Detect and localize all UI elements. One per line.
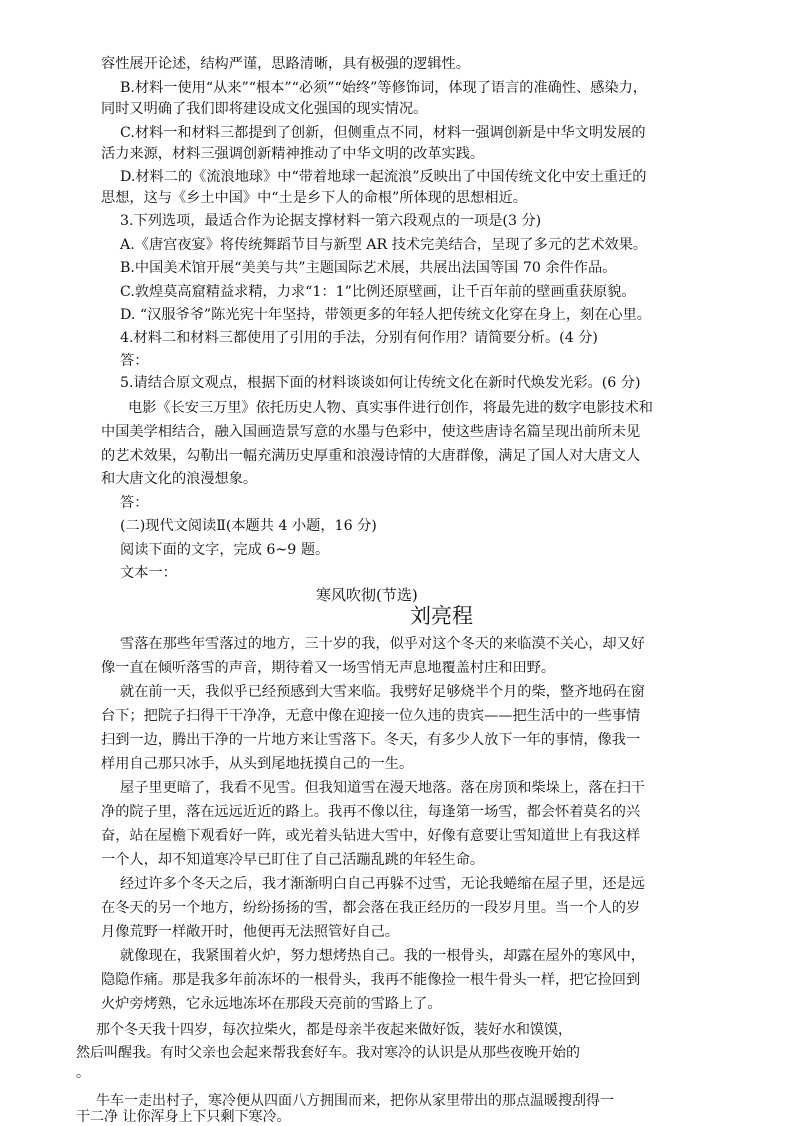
article-line: 扫到一边，腾出干净的一片地方来让雪落下。冬天，有多少人放下一年的事情，像我一 <box>101 732 641 748</box>
text-line: 同时又明确了我们即将建设成文化强国的现实情况。 <box>101 101 428 117</box>
answer-label: 答： <box>120 495 149 511</box>
article-line: 奋，站在屋檐下观看好一阵，或光着头钻进大雪中，好像有意要让雪知道世上有我这样 <box>101 828 641 844</box>
article-line: 。 <box>76 1065 90 1081</box>
article-line: 隐隐作痛。那是我多年前冻坏的一根骨头，我再不能像捡一根牛骨头一样，把它捡回到 <box>101 972 641 988</box>
text-line: 活力来源，材料三强调创新精神推动了中华文明的改革实践。 <box>101 146 485 162</box>
text-line: 思想，这与《乡土中国》中“土是乡下人的命根”所体现的思想相近。 <box>101 190 527 206</box>
article-line: 干二净 让你浑身上下只剩下寒冷。 <box>76 1109 291 1125</box>
question-4: 4.材料二和材料三都使用了引用的手法，分别有何作用？请简要分析。(4 分) <box>120 330 598 346</box>
article-line: 在冬天的另一个地方，纷纷扬扬的雪，都会落在我正经历的一段岁月里。当一个人的岁 <box>101 900 641 916</box>
option-d: D.材料二的《流浪地球》中“带着地球一起流浪”反映出了中国传统文化中安土重迁的 <box>120 169 647 185</box>
article-line: 火炉旁烤熟，它永远地冻坏在那段天亮前的雪路上了。 <box>101 996 442 1012</box>
article-line: 屋子里更暗了，我看不见雪。但我知道雪在漫天地落。落在房顶和柴垛上，落在扫干 <box>120 780 645 796</box>
answer-label: 答： <box>120 353 149 369</box>
material-line: 和大唐文化的浪漫想象。 <box>101 471 258 487</box>
article-line: 牛车一走出村子，寒冷便从四面八方拥围而来，把你从家里带出的那点温暖搜刮得一 <box>96 1093 614 1109</box>
option-b: B.材料一使用“从来”“根本”“必须”“始终”等修饰词，体现了语言的准确性、感染力， <box>120 80 647 96</box>
article-line: 经过许多个冬天之后，我才渐渐明白自己再躲不过雪，无论我蜷缩在屋子里，还是远 <box>120 876 645 892</box>
article-line: 像一直在倾听落雪的声音，期待着又一场雪悄无声息地覆盖村庄和田野。 <box>101 660 556 676</box>
article-line: 样用自己那只冰手，从头到尾地抚摸自己的一生。 <box>101 756 414 772</box>
text-one-label: 文本一： <box>120 565 177 581</box>
material-line: 中国美学相结合，融入国画造景写意的水墨与色彩中，使这些唐诗名篇呈现出前所未见 <box>101 424 641 440</box>
question-3: 3.下列选项，最适合作为论据支撑材料一第六段观点的一项是(3 分) <box>120 213 542 229</box>
material-line: 电影《长安三万里》依托历史人物、真实事件进行创作，将最先进的数字电影技术和 <box>128 400 653 416</box>
option-c: C.敦煌莫高窟精益求精，力求“1：1”比例还原壁画，让千百年前的壁画重获原貌。 <box>120 284 636 300</box>
instruction: 阅读下面的文字，完成 6~9 题。 <box>120 542 330 558</box>
article-author: 刘亮程 <box>410 604 473 628</box>
question-5: 5.请结合原文观点，根据下面的材料谈谈如何让传统文化在新时代焕发光彩。(6 分) <box>120 375 641 391</box>
article-line: 然后叫醒我。有时父亲也会起来帮我套好车。我对寒冷的认识是从那些夜晚开始的 <box>76 1045 580 1061</box>
material-line: 的艺术效果，勾勒出一幅充满历史厚重和浪漫诗情的大唐群像，满足了国人对大唐文人 <box>101 448 641 464</box>
option-c: C.材料一和材料三都提到了创新，但侧重点不同，材料一强调创新是中华文明发展的 <box>120 125 646 141</box>
article-title: 寒风吹彻(节选) <box>316 586 418 604</box>
article-line: 雪落在那些年雪落过的地方，三十岁的我，似乎对这个冬天的来临漠不关心，却又好 <box>120 636 645 652</box>
article-line: 月像荒野一样敞开时，他便再无法照管好自己。 <box>101 924 399 940</box>
article-line: 就在前一天，我似乎已经预感到大雪来临。我劈好足够烧半个月的柴，整齐地码在窗 <box>120 684 645 700</box>
section-heading: (二)现代文阅读Ⅱ(本题共 4 小题，16 分) <box>120 518 377 534</box>
article-line: 那个冬天我十四岁，每次拉柴火，都是母亲半夜起来做好饭，装好水和馍馍， <box>96 1022 572 1038</box>
article-line: 一个人，却不知道寒冷早已盯住了自己活蹦乱跳的年轻生命。 <box>101 852 485 868</box>
text-line: 容性展开论述，结构严谨，思路清晰，具有极强的逻辑性。 <box>101 56 470 72</box>
article-line: 就像现在，我紧围着火炉，努力想烤热自己。我的一根骨头，却露在屋外的寒风中， <box>120 948 645 964</box>
article-line: 净的院子里，落在远远近近的路上。我再不像以往，每逢第一场雪，都会怀着莫名的兴 <box>101 804 641 820</box>
option-b: B.中国美术馆开展“美美与共”主题国际艺术展，共展出法国等国 70 余件作品。 <box>120 260 617 276</box>
option-d: D. “汉服爷爷”陈光宪十年坚持，带领更多的年轻人把传统文化穿在身上，刻在心里。 <box>120 307 651 323</box>
article-line: 台下；把院子扫得干干净净，无意中像在迎接一位久违的贵宾——把生活中的一些事情 <box>101 708 641 724</box>
option-a: A.《唐宫夜宴》将传统舞蹈节目与新型 AR 技术完美结合，呈现了多元的艺术效果。 <box>120 237 648 253</box>
